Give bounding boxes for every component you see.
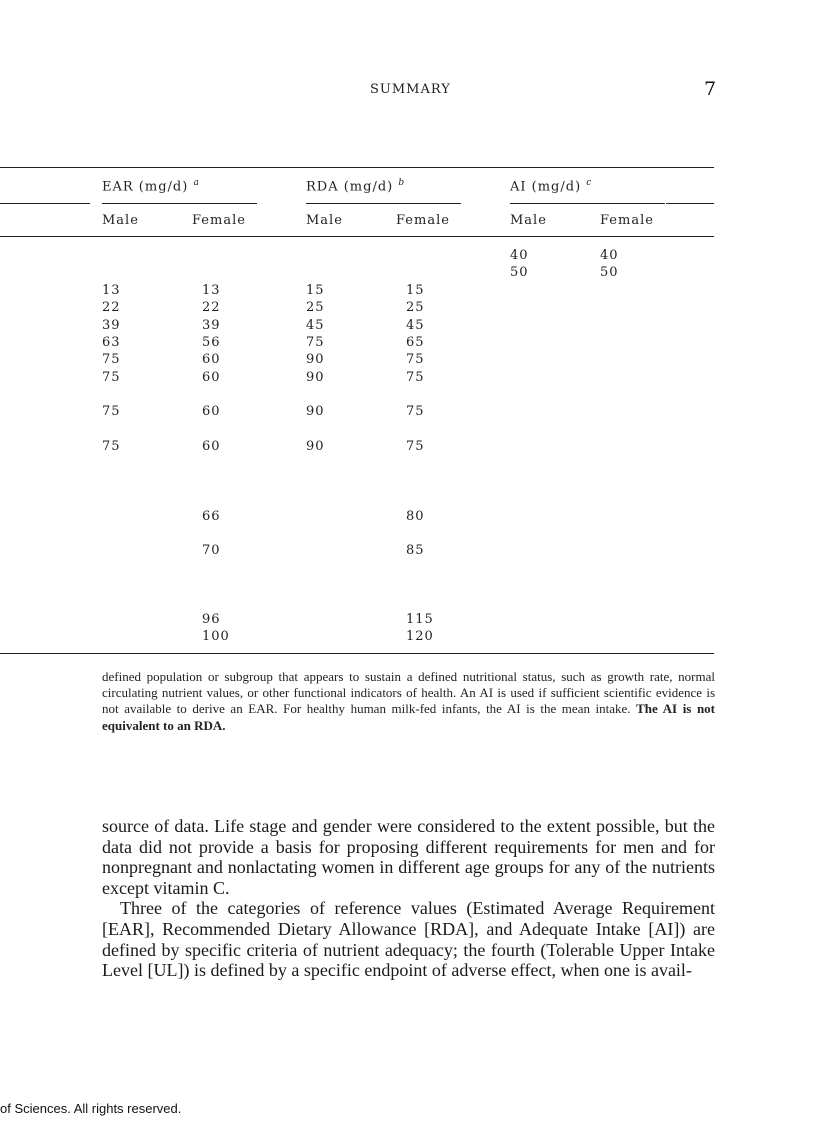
table-cell-rda-female: 75 <box>406 404 425 419</box>
table-cell-ear-male: 75 <box>102 352 121 367</box>
right-group-rule <box>666 203 714 204</box>
table-cell-ear-male: 13 <box>102 283 121 298</box>
table-bottom-rule <box>0 653 714 654</box>
table-cell-ear-female: 70 <box>202 543 221 558</box>
table-cell-ear-male: 63 <box>102 335 121 350</box>
header-bottom-rule <box>0 236 714 237</box>
table-cell-rda-female: 65 <box>406 335 425 350</box>
table-cell-ear-female: 60 <box>202 404 221 419</box>
col-group-rda: RDA (mg/d) $^b$ <box>306 178 406 195</box>
stub-group-rule <box>0 203 90 204</box>
table-cell-ai-female: 50 <box>600 265 619 280</box>
table-cell-ear-female: 60 <box>202 352 221 367</box>
table-cell-ear-female: 100 <box>202 629 230 644</box>
table-cell-ear-male: 75 <box>102 370 121 385</box>
table-cell-rda-male: 75 <box>306 335 325 350</box>
table-cell-ear-male: 75 <box>102 439 121 454</box>
table-cell-ear-female: 56 <box>202 335 221 350</box>
body-paragraph: Three of the categories of reference values (Estimated Average Requirement [EAR], Recommended Dietary Allowance [RDA], and Adequate Intake [AI]) are defined by specific criteria of nutrient adequacy; the fourth (Tolerable Upper Intake Level [UL]) is defined by a specific endpoint of adverse effect, when one is avail- <box>102 898 715 981</box>
table-cell-rda-male: 90 <box>306 370 325 385</box>
subheader-ear-female: Female <box>192 213 246 228</box>
table-cell-ai-male: 40 <box>510 248 529 263</box>
table-cell-ear-female: 96 <box>202 612 221 627</box>
subheader-rda-female: Female <box>396 213 450 228</box>
table-cell-ear-female: 60 <box>202 370 221 385</box>
ai-group-rule <box>510 203 665 204</box>
col-group-ai: AI (mg/d) $^c$ <box>510 178 593 195</box>
table-cell-rda-female: 45 <box>406 318 425 333</box>
table-cell-rda-female: 75 <box>406 370 425 385</box>
table-cell-rda-male: 25 <box>306 300 325 315</box>
table-cell-rda-female: 115 <box>406 612 434 627</box>
table-cell-rda-male: 90 <box>306 352 325 367</box>
table-footnote: defined population or subgroup that appears to sustain a defined nutritional status, such as growth rate, normal circulating nutrient values, or other functional indicators of health. An AI is used if sufficient scientific evidence is not available to derive an EAR. For healthy human milk-fed infants, the AI is the mean intake. The AI is not equivalent to an RDA. <box>102 669 715 733</box>
table-cell-ear-male: 75 <box>102 404 121 419</box>
copyright-notice: of Sciences. All rights reserved. <box>0 1101 182 1116</box>
table-cell-rda-male: 45 <box>306 318 325 333</box>
body-paragraph: source of data. Life stage and gender were considered to the extent possible, but the data did not provide a basis for proposing different requirements for men and for nonpregnant and nonlactating women in different age groups for any of the nutrients except vitamin C. <box>102 816 715 898</box>
table-cell-rda-female: 80 <box>406 509 425 524</box>
table-cell-ear-female: 13 <box>202 283 221 298</box>
subheader-ai-male: Male <box>510 213 547 228</box>
table-cell-ear-male: 39 <box>102 318 121 333</box>
table-cell-ear-female: 39 <box>202 318 221 333</box>
table-cell-rda-female: 120 <box>406 629 434 644</box>
table-cell-ear-female: 60 <box>202 439 221 454</box>
table-cell-rda-female: 15 <box>406 283 425 298</box>
table-cell-ear-female: 22 <box>202 300 221 315</box>
subheader-rda-male: Male <box>306 213 343 228</box>
rda-group-rule <box>306 203 461 204</box>
table-cell-rda-male: 15 <box>306 283 325 298</box>
table-cell-rda-male: 90 <box>306 439 325 454</box>
table-cell-rda-female: 75 <box>406 439 425 454</box>
table-cell-ear-male: 22 <box>102 300 121 315</box>
table-cell-rda-female: 25 <box>406 300 425 315</box>
page-number: 7 <box>704 78 717 100</box>
running-head: SUMMARY <box>370 82 451 97</box>
table-cell-rda-female: 75 <box>406 352 425 367</box>
table-cell-rda-female: 85 <box>406 543 425 558</box>
table-cell-ai-male: 50 <box>510 265 529 280</box>
col-group-ear: EAR (mg/d) $^a$ <box>102 178 200 195</box>
body-text <box>102 816 715 981</box>
table-cell-ear-female: 66 <box>202 509 221 524</box>
table-cell-rda-male: 90 <box>306 404 325 419</box>
ear-group-rule <box>102 203 257 204</box>
subheader-ai-female: Female <box>600 213 654 228</box>
footnote-emphasis: The AI is not equivalent to an RDA. <box>102 701 715 733</box>
subheader-ear-male: Male <box>102 213 139 228</box>
table-cell-ai-female: 40 <box>600 248 619 263</box>
table-top-rule <box>0 167 714 168</box>
